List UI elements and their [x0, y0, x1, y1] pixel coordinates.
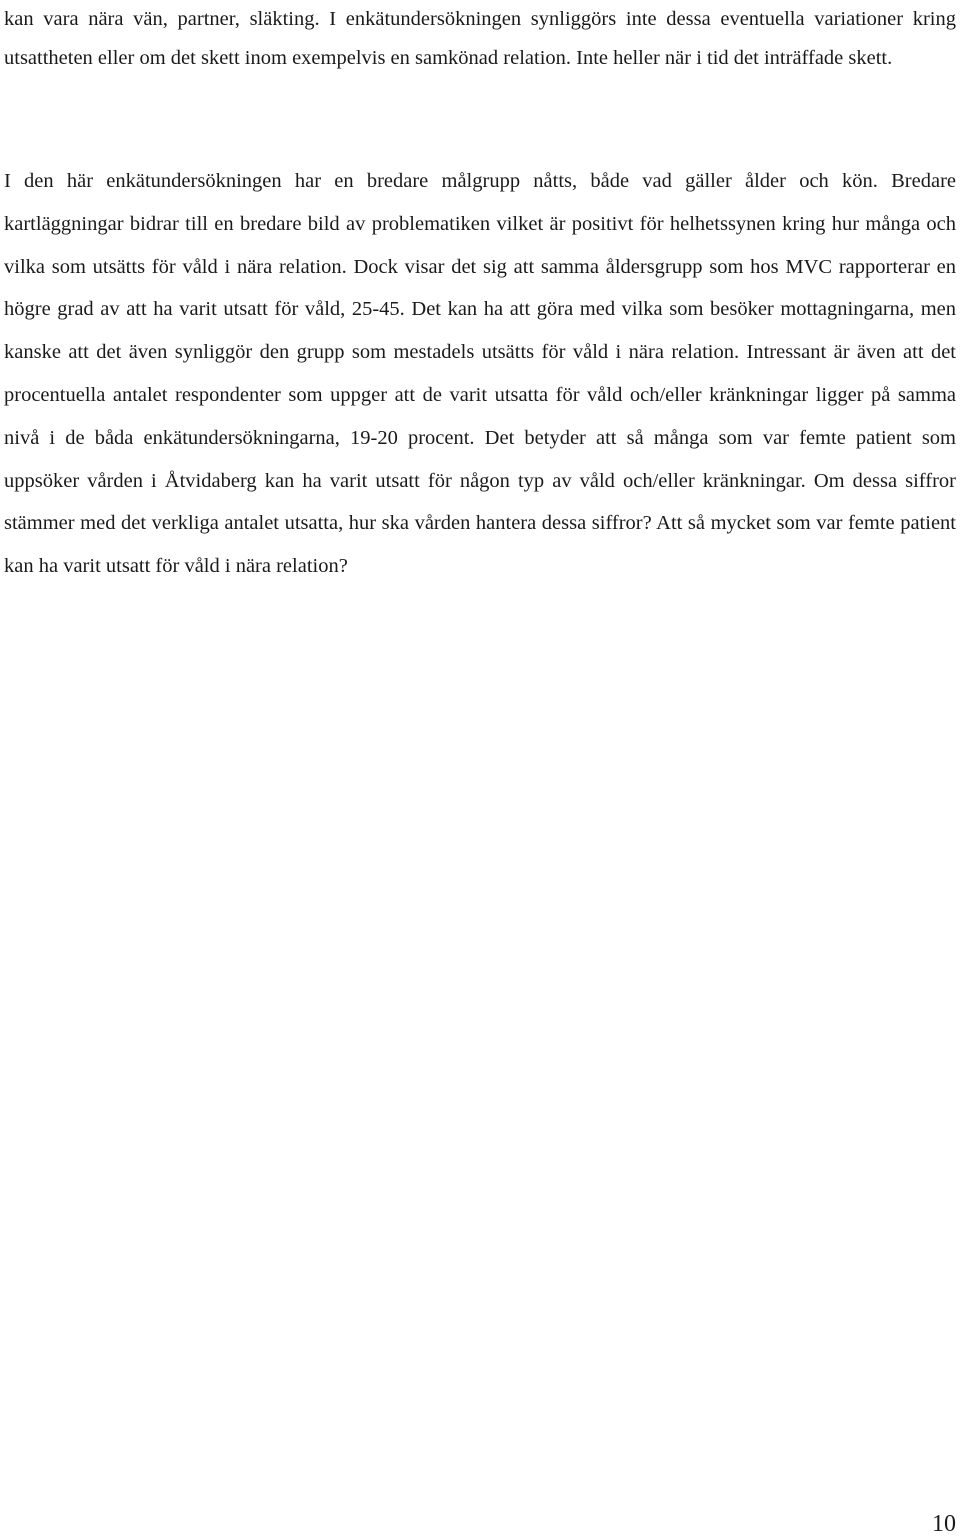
paragraph-1: kan vara nära vän, partner, släkting. I enkätundersökningen synliggörs inte dessa eventuella variationer kring utsattheten eller om det skett inom exempelvis en samkönad relation. Inte heller när i tid det inträffade skett.: [4, 8, 956, 69]
page-number: 10: [932, 1511, 956, 1537]
paragraph-2: I den här enkätundersökningen har en bredare målgrupp nåtts, både vad gäller ålder och kön. Bredare kartläggningar bidrar till en bredare bild av problematiken vilket är positivt för helhetssynen kring hur många och vilka som utsätts för våld i nära relation. Dock visar det sig att samma åldersgrupp som hos MVC rapporterar en högre grad av att ha varit utsatt för våld, 25-45. Det kan ha att göra med vilka som besöker mottagningarna, men kanske att det även synliggör den grupp som mestadels utsätts för våld i nära relation. Intressant är även att det procentuella antalet respondenter som uppger att de varit utsatta för våld och/eller kränkningar ligger på samma nivå i de båda enkätundersökningarna, 19-20 procent. Det betyder att så många som var femte patient som uppsöker vården i Åtvidaberg kan ha varit utsatt för någon typ av våld och/eller kränkningar. Om dessa siffror stämmer med det verkliga antalet utsatta, hur ska vården hantera dessa siffror? Att så mycket som var femte patient kan ha varit utsatt för våld i nära relation?: [4, 170, 956, 578]
